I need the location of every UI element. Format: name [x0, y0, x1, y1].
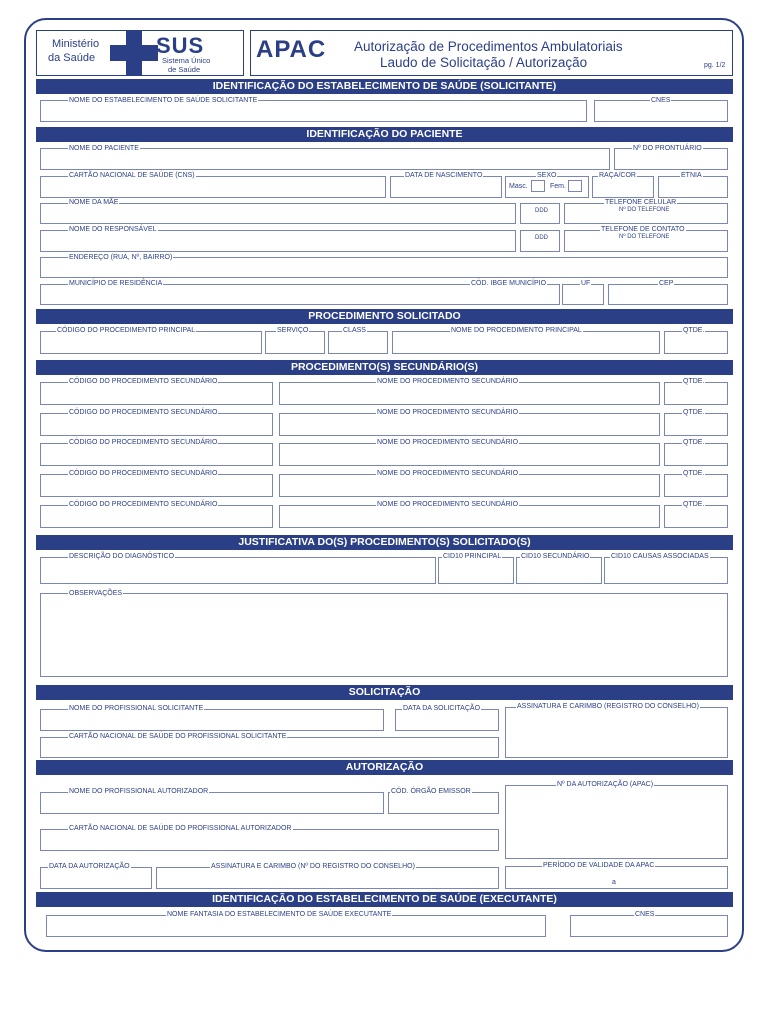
- contact-phone-label: TELEFONE DE CONTATO: [601, 226, 685, 233]
- sec-proc-name-label: NOME DO PROCEDIMENTO SECUNDÁRIO: [377, 378, 519, 385]
- validity-period-label: PERÍODO DE VALIDADE DA APAC: [543, 862, 655, 869]
- ministry-name-line1: Ministério: [52, 38, 100, 50]
- diagnosis-field[interactable]: [40, 557, 436, 584]
- cep-label: CEP: [659, 280, 674, 287]
- req-signature-label: ASSINATURA E CARIMBO (REGISTRO DO CONSELHO): [517, 703, 699, 710]
- sec-proc-name-label: NOME DO PROCEDIMENTO SECUNDÁRIO: [377, 439, 519, 446]
- apac-label: APAC: [256, 36, 327, 63]
- req-prof-name-label: NOME DO PROFISSIONAL SOLICITANTE: [69, 705, 204, 712]
- cid-principal-label: CID10 PRINCIPAL: [443, 553, 502, 560]
- cell-phone-number-label: Nº DO TELEFONE: [619, 207, 670, 213]
- sex-fem-checkbox[interactable]: [568, 180, 582, 192]
- issuer-code-label: CÓD. ÓRGÃO EMISSOR: [391, 788, 471, 795]
- form-title-line2: Laudo de Solicitação / Autorização: [380, 55, 588, 70]
- auth-prof-cns-label: CARTÃO NACIONAL DE SAÚDE DO PROFISSIONAL AUTORIZADOR: [69, 825, 292, 832]
- sus-logo: SUS: [156, 33, 205, 58]
- sus-subtitle-2: de Saúde: [168, 65, 201, 74]
- sec-proc-code-label: CÓDIGO DO PROCEDIMENTO SECUNDÁRIO: [69, 470, 218, 477]
- req-signature-field[interactable]: [505, 707, 728, 758]
- section-paciente-title: IDENTIFICAÇÃO DO PACIENTE: [36, 127, 733, 142]
- exec-estab-name-label: NOME FANTASIA DO ESTABELECIMENTO DE SAÚDE EXECUTANTE: [167, 911, 392, 918]
- sec-proc-qty-label: QTDE.: [683, 501, 705, 508]
- cns-patient-label: CARTÃO NACIONAL DE SAÚDE (CNS): [69, 172, 195, 179]
- proc-main-qty-label: QTDE.: [683, 327, 705, 334]
- sex-masc-checkbox[interactable]: [531, 180, 545, 192]
- request-date-label: DATA DA SOLICITAÇÃO: [403, 705, 481, 712]
- prontuario-label: Nº DO PRONTUÁRIO: [633, 145, 702, 152]
- section-estab-solicitante-title: IDENTIFICAÇÃO DO ESTABELECIMENTO DE SAÚDE (SOLICITANTE): [36, 79, 733, 94]
- contact-phone-number-label: Nº DO TELEFONE: [619, 234, 670, 240]
- sec-proc-code-label: CÓDIGO DO PROCEDIMENTO SECUNDÁRIO: [69, 409, 218, 416]
- apac-number-field[interactable]: [505, 785, 728, 859]
- section-proc-solicitado-title: PROCEDIMENTO SOLICITADO: [36, 309, 733, 324]
- birth-date-label: DATA DE NASCIMENTO: [405, 172, 483, 179]
- uf-label: UF: [581, 280, 591, 287]
- responsible-name-label: NOME DO RESPONSÁVEL: [69, 226, 157, 233]
- auth-signature-label: ASSINATURA E CARIMBO (Nº DO REGISTRO DO CONSELHO): [211, 863, 415, 870]
- ddd-contato-label: DDD: [535, 235, 548, 241]
- sus-cross-icon: [110, 30, 158, 76]
- sec-proc-code-label: CÓDIGO DO PROCEDIMENTO SECUNDÁRIO: [69, 378, 218, 385]
- class-label: CLASS: [343, 327, 366, 334]
- cid-principal-field[interactable]: [438, 557, 514, 584]
- sec-proc-qty-label: QTDE.: [683, 470, 705, 477]
- sec-proc-qty-label: QTDE.: [683, 409, 705, 416]
- section-proc-secundarios-title: PROCEDIMENTO(S) SECUNDÁRIO(S): [36, 360, 733, 375]
- sus-subtitle-1: Sistema Único: [162, 56, 211, 65]
- sec-proc-qty-label: QTDE.: [683, 378, 705, 385]
- req-prof-cns-label: CARTÃO NACIONAL DE SAÚDE DO PROFISSIONAL SOLICITANTE: [69, 733, 287, 740]
- proc-main-code-label: CÓDIGO DO PROCEDIMENTO PRINCIPAL: [57, 327, 196, 334]
- cnes-solicitante-label: CNES: [651, 97, 671, 104]
- sec-proc-code-label: CÓDIGO DO PROCEDIMENTO SECUNDÁRIO: [69, 439, 218, 446]
- ethnicity-label: ETNIA: [681, 172, 702, 179]
- sec-proc-qty-label: QTDE.: [683, 439, 705, 446]
- page-number: pg. 1/2: [704, 62, 726, 69]
- cell-phone-label: TELEFONE CELULAR: [605, 199, 677, 206]
- auth-prof-name-label: NOME DO PROFISSIONAL AUTORIZADOR: [69, 788, 209, 795]
- estab-name-label: NOME DO ESTABELECIMENTO DE SAÚDE SOLICITANTE: [69, 97, 258, 104]
- service-label: SERVIÇO: [277, 327, 309, 334]
- race-label: RAÇA/COR: [599, 172, 636, 179]
- section-autorizacao-title: AUTORIZAÇÃO: [36, 760, 733, 775]
- cid-causas-field[interactable]: [604, 557, 728, 584]
- section-justificativa-title: JUSTIFICATIVA DO(S) PROCEDIMENTO(S) SOLICITADO(S): [36, 535, 733, 550]
- sec-proc-code-label: CÓDIGO DO PROCEDIMENTO SECUNDÁRIO: [69, 501, 218, 508]
- apac-number-label: Nº DA AUTORIZAÇÃO (APAC): [557, 781, 654, 788]
- municipality-label: MUNICÍPIO DE RESIDÊNCIA: [69, 280, 163, 287]
- ddd-celular-label: DDD: [535, 208, 548, 214]
- proc-main-name-label: NOME DO PROCEDIMENTO PRINCIPAL: [451, 327, 582, 334]
- cid-causas-label: CID10 CAUSAS ASSOCIADAS: [611, 553, 709, 560]
- validity-separator: a: [612, 879, 616, 886]
- auth-date-label: DATA DA AUTORIZAÇÃO: [49, 863, 130, 870]
- section-estab-executante-title: IDENTIFICAÇÃO DO ESTABELECIMENTO DE SAÚDE (EXECUTANTE): [36, 892, 733, 907]
- patient-name-label: NOME DO PACIENTE: [69, 145, 139, 152]
- diagnosis-label: DESCRIÇÃO DO DIAGNÓSTICO: [69, 553, 175, 560]
- sec-proc-name-label: NOME DO PROCEDIMENTO SECUNDÁRIO: [377, 501, 519, 508]
- sec-proc-name-label: NOME DO PROCEDIMENTO SECUNDÁRIO: [377, 470, 519, 477]
- cid-secundario-label: CID10 SECUNDÁRIO: [521, 553, 590, 560]
- observations-field[interactable]: [40, 593, 728, 677]
- cid-secundario-field[interactable]: [516, 557, 602, 584]
- sex-fem-label: Fem.: [550, 183, 566, 190]
- section-solicitacao-title: SOLICITAÇÃO: [36, 685, 733, 700]
- observations-label: OBSERVAÇÕES: [69, 590, 123, 597]
- exec-cnes-label: CNES: [635, 911, 655, 918]
- mother-name-label: NOME DA MÃE: [69, 199, 119, 206]
- sex-masc-label: Masc.: [509, 183, 528, 190]
- address-label: ENDEREÇO (RUA, Nº, BAIRRO): [69, 254, 173, 261]
- sex-label: SEXO: [537, 172, 557, 179]
- form-title-line1: Autorização de Procedimentos Ambulatoriais: [354, 39, 623, 54]
- ibge-code-label: CÓD. IBGE MUNICÍPIO: [471, 280, 547, 287]
- sec-proc-name-label: NOME DO PROCEDIMENTO SECUNDÁRIO: [377, 409, 519, 416]
- ministry-name-line2: da Saúde: [48, 52, 96, 64]
